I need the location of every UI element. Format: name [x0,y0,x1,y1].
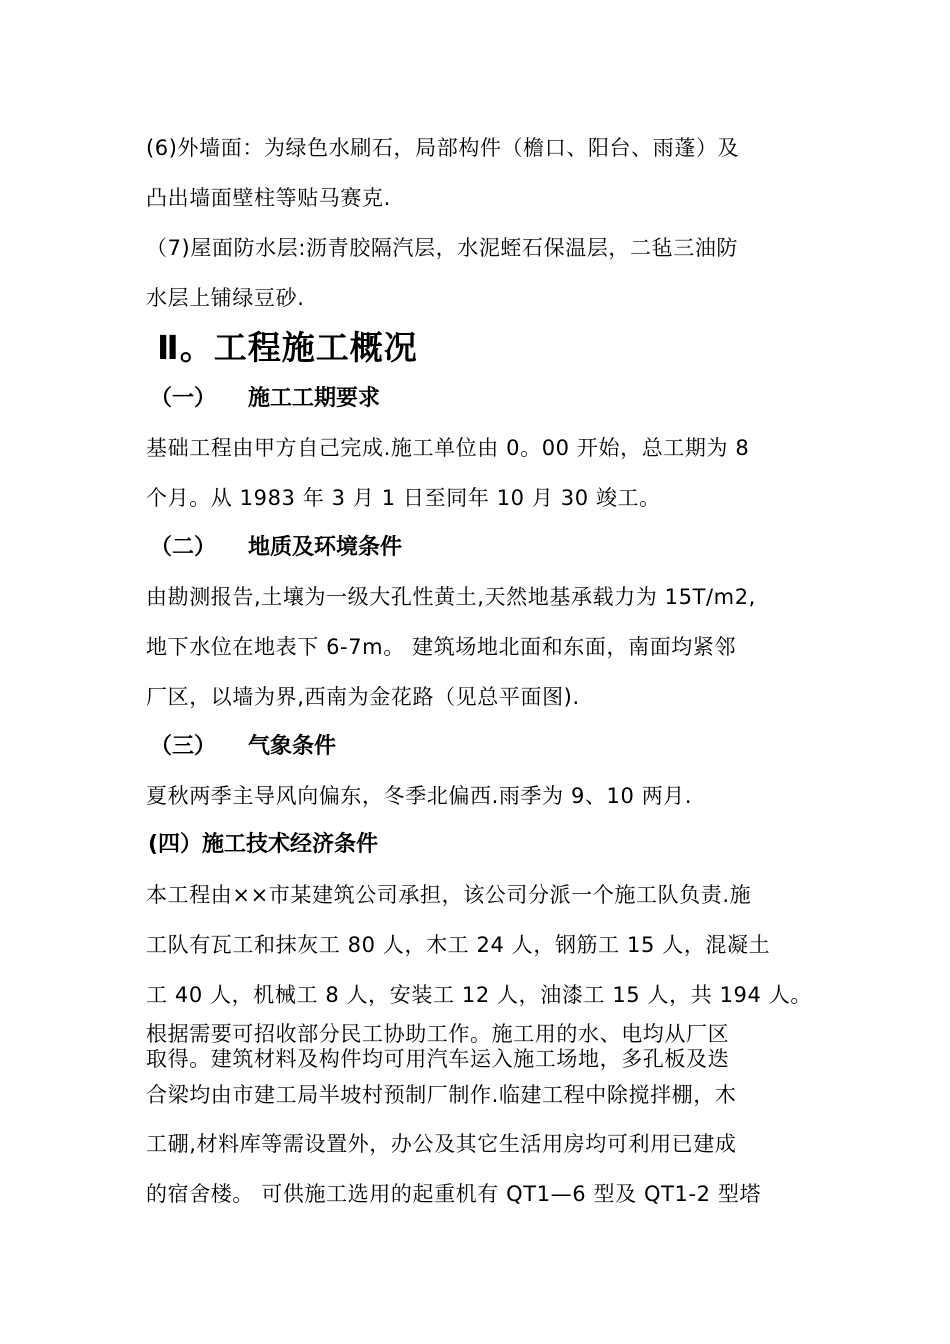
subheading-title: 气象条件 [248,734,337,759]
text-line: 凸出墙面壁柱等贴马赛克. [146,186,391,210]
text-line: 取得。建筑材料及构件均可用汽车运入施工场地，多孔板及迭 [146,1047,730,1071]
text-line: 由勘测报告,土壤为一级大孔性黄土,天然地基承载力为 15T/m2, [146,585,756,609]
text-line: （7)屋面防水层:沥青胶隔汽层，水泥蛭石保温层，二毡三油防 [146,236,739,260]
text-line: 本工程由××市某建筑公司承担，该公司分派一个施工队负责.施 [146,883,752,907]
subheading-geology [150,534,402,562]
subheading-number: （三） [150,734,217,759]
subheading-title: 施工工期要求 [248,386,381,411]
text-line: 工队有瓦工和抹灰工 80 人，木工 24 人，钢筋工 15 人，混凝土 [146,933,771,957]
subheading-title: 地质及环境条件 [248,535,403,560]
subheading-technical: (四）施工技术经济条件 [148,832,379,857]
subheading-weather [150,733,336,761]
subheading-number: （二） [150,535,217,560]
text-line: 厂区，以墙为界,西南为金花路（见总平面图). [146,685,580,709]
text-line: 的宿舍楼。 可供施工选用的起重机有 QT1—6 型及 QT1-2 型塔 [146,1182,762,1206]
text-line: 夏秋两季主导风向偏东，冬季北偏西.雨季为 9、10 两月. [146,784,693,808]
text-line: 工硼,材料库等需设置外，办公及其它生活用房均可利用已建成 [146,1132,737,1156]
section-heading: Ⅱ。工程施工概况 [157,328,418,367]
text-line: 合梁均由市建工局半坡村预制厂制作.临建工程中除搅拌棚，木 [146,1083,737,1107]
subheading-number: （一） [150,386,217,411]
text-line: 个月。从 1983 年 3 月 1 日至同年 10 月 30 竣工。 [146,486,661,510]
text-line: 地下水位在地表下 6-7m。 建筑场地北面和东面，南面均紧邻 [146,635,737,659]
text-line: 工 40 人，机械工 8 人，安装工 12 人，油漆工 15 人，共 194 人。 [146,983,812,1007]
text-line: (6)外墙面：为绿色水刷石，局部构件（檐口、阳台、雨蓬）及 [146,136,740,160]
subheading-schedule [150,385,380,413]
text-line: 根据需要可招收部分民工协助工作。施工用的水、电均从厂区 [146,1022,730,1046]
text-line: 水层上铺绿豆砂. [146,286,305,310]
text-line: 基础工程由甲方自己完成.施工单位由 0。00 开始，总工期为 8 [146,436,750,460]
